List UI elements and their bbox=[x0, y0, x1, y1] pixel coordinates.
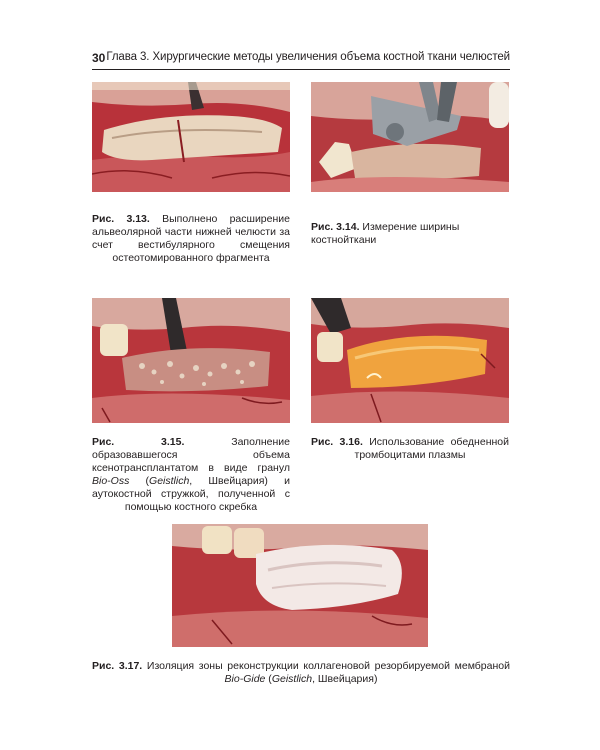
figure-label: Рис. 3.16. bbox=[311, 436, 363, 448]
figure-label: Рис. 3.17. bbox=[92, 660, 143, 672]
figure-3-14-caption bbox=[311, 221, 511, 247]
manufacturer-name: Geistlich bbox=[271, 673, 313, 685]
figure-3-13-photo bbox=[92, 82, 290, 192]
figure-3-16-caption bbox=[311, 436, 509, 462]
running-head: Глава 3. Хирургические методы увеличения объема костной ткани челюстей bbox=[106, 51, 510, 63]
figure-3-17-photo bbox=[172, 524, 428, 647]
header-rule bbox=[92, 69, 510, 70]
figure-label: Рис. 3.15. bbox=[92, 436, 185, 448]
caption-text: ( bbox=[265, 673, 272, 685]
product-name: Bio-Oss bbox=[92, 475, 130, 487]
caption-text: , Швейцария) bbox=[312, 673, 378, 685]
figure-3-15-photo bbox=[92, 298, 290, 423]
manufacturer-name: Geistlich bbox=[149, 475, 190, 487]
page-number: 30 bbox=[92, 51, 106, 65]
page-header bbox=[92, 50, 510, 68]
caption-text: Измерение ширины костнойткани bbox=[311, 221, 460, 246]
figure-3-13-caption bbox=[92, 213, 290, 265]
product-name: Bio-Gide bbox=[224, 673, 266, 685]
figure-3-17-caption bbox=[92, 660, 510, 686]
caption-text: Выполнено расширение альвеолярной части нижней челюсти за счет вестибулярного смещения остеотомированного фрагмента bbox=[92, 213, 290, 264]
caption-text: Заполнение образовавшегося объема ксенотрансплантатом в виде гранул bbox=[92, 436, 290, 474]
caption-text: , Швейцария) и аутокостной стружкой, полученной с помощью костного скребка bbox=[92, 475, 290, 513]
figure-3-16-photo bbox=[311, 298, 509, 423]
caption-text: Изоляция зоны реконструкции коллагеновой резорбируемой мембраной bbox=[146, 660, 510, 672]
caption-text: Использование обедненной тромбоцитами плазмы bbox=[354, 436, 509, 461]
caption-text: ( bbox=[129, 475, 150, 487]
figure-3-15-caption bbox=[92, 436, 290, 514]
figure-label: Рис. 3.14. bbox=[311, 221, 360, 233]
figure-3-14-photo bbox=[311, 82, 509, 192]
figure-label: Рис. 3.13. bbox=[92, 213, 150, 225]
